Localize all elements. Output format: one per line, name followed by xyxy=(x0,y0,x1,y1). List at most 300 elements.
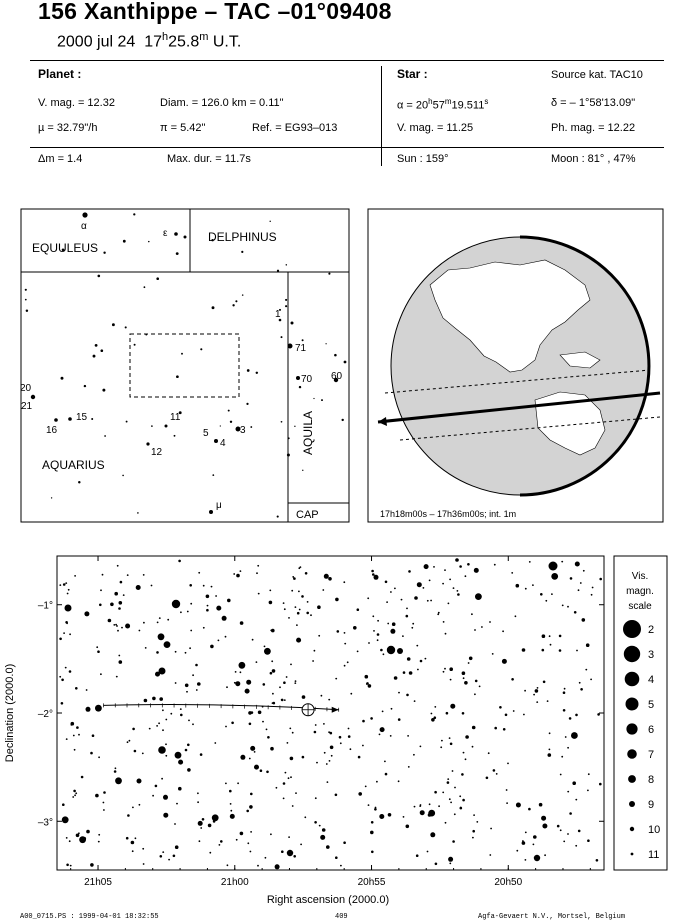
detail-star xyxy=(401,599,403,601)
detail-star xyxy=(368,642,370,644)
detail-star xyxy=(406,694,409,697)
detail-star xyxy=(123,594,125,596)
finder-star xyxy=(277,270,279,272)
scale-label: 11 xyxy=(648,849,660,861)
detail-star xyxy=(340,742,342,744)
detail-star xyxy=(328,577,332,581)
detail-star xyxy=(414,806,416,808)
finder-star xyxy=(256,372,258,374)
detail-star xyxy=(406,608,408,610)
detail-star xyxy=(450,704,455,709)
detail-star xyxy=(417,582,422,587)
scale-dot xyxy=(624,646,640,662)
detail-star xyxy=(372,615,374,617)
detail-star xyxy=(90,752,93,755)
detail-star xyxy=(69,670,72,673)
detail-star xyxy=(290,776,292,778)
finder-star-label: 3 xyxy=(240,425,246,436)
detail-star xyxy=(240,755,245,760)
finder-star-label: 11 xyxy=(170,412,181,423)
detail-star xyxy=(462,712,465,715)
scale-label: 5 xyxy=(648,699,655,711)
finder-star xyxy=(269,221,270,222)
detail-star xyxy=(86,689,88,691)
detail-star xyxy=(209,852,211,854)
detail-star xyxy=(152,795,154,797)
detail-star xyxy=(250,746,255,751)
detail-star xyxy=(167,619,169,621)
detail-star xyxy=(271,660,273,662)
finder-star xyxy=(302,470,303,471)
scale-label: 8 xyxy=(648,774,655,786)
finder-star xyxy=(341,419,343,421)
detail-star xyxy=(288,777,290,779)
detail-star xyxy=(298,591,300,593)
detail-star xyxy=(528,808,531,811)
detail-star-bright xyxy=(158,746,166,754)
detail-star xyxy=(442,792,444,794)
detail-star xyxy=(529,561,531,563)
finder-star xyxy=(95,344,98,347)
finder-star xyxy=(241,251,243,253)
detail-star xyxy=(127,814,130,817)
detail-star xyxy=(344,632,346,634)
detail-star xyxy=(362,720,365,723)
detail-star xyxy=(471,613,473,615)
detail-star xyxy=(511,572,513,574)
detail-star xyxy=(371,851,374,854)
detail-star xyxy=(137,779,142,784)
detail-star xyxy=(159,617,161,619)
detail-star xyxy=(114,770,117,773)
detail-star xyxy=(67,593,69,595)
detail-star xyxy=(428,810,435,817)
detail-star xyxy=(264,648,271,655)
detail-star xyxy=(307,601,309,603)
detail-star xyxy=(258,593,260,595)
detail-star xyxy=(374,808,377,811)
detail-star xyxy=(252,639,254,641)
detail-star xyxy=(580,582,582,584)
detail-star xyxy=(388,813,392,817)
detail-star xyxy=(270,833,272,835)
detail-star xyxy=(219,844,221,846)
detail-star xyxy=(525,588,527,590)
planet-diam: Diam. = 126.0 km = 0.11" xyxy=(160,97,284,109)
detail-star xyxy=(144,699,148,703)
detail-star xyxy=(283,602,285,604)
detail-star xyxy=(312,660,314,662)
detail-star xyxy=(569,812,572,815)
detail-star xyxy=(256,661,258,663)
scale-dot xyxy=(631,853,634,856)
detail-star xyxy=(240,832,244,836)
detail-star xyxy=(288,836,290,838)
detail-star xyxy=(542,634,546,638)
detail-star xyxy=(525,832,527,834)
detail-star xyxy=(178,787,182,791)
detail-star xyxy=(163,813,168,818)
scale-dot xyxy=(626,723,637,734)
detail-star xyxy=(348,735,351,738)
detail-star xyxy=(269,590,271,592)
detail-star xyxy=(481,626,483,628)
detail-star xyxy=(158,633,165,640)
detail-star xyxy=(465,575,467,577)
detail-star xyxy=(132,728,135,731)
detail-star xyxy=(145,647,147,649)
detail-star xyxy=(246,680,251,685)
detail-star xyxy=(284,608,286,610)
detail-star xyxy=(197,792,199,794)
detail-star xyxy=(367,597,369,599)
detail-star xyxy=(281,850,284,853)
detail-star xyxy=(291,590,293,592)
detail-star xyxy=(433,566,435,568)
finder-star xyxy=(247,369,250,372)
detail-star xyxy=(192,674,194,676)
detail-star xyxy=(427,851,429,853)
detail-star xyxy=(402,635,404,637)
finder-star xyxy=(174,435,176,437)
detail-star xyxy=(469,657,473,661)
detail-star xyxy=(207,605,209,607)
detail-star xyxy=(511,678,514,681)
detail-star xyxy=(599,578,602,581)
detail-star xyxy=(408,570,411,573)
finder-star xyxy=(26,309,28,311)
detail-star xyxy=(190,630,192,632)
detail-star xyxy=(320,835,325,840)
detail-star xyxy=(472,726,476,730)
detail-star xyxy=(443,621,445,623)
finder-star xyxy=(151,425,153,427)
detail-star xyxy=(473,814,475,816)
detail-star xyxy=(567,606,569,608)
detail-star xyxy=(522,841,526,845)
scale-title-2: magn. xyxy=(626,586,654,597)
footer-left: A00_0715.PS : 1999-04-01 18:32:55 xyxy=(20,913,159,921)
detail-star xyxy=(592,587,594,589)
detail-star xyxy=(95,705,102,712)
finder-star xyxy=(220,425,221,426)
finder-star xyxy=(61,377,64,380)
finder-star xyxy=(285,299,287,301)
detail-star xyxy=(578,589,580,591)
detail-star xyxy=(434,791,437,794)
finder-star xyxy=(235,300,237,302)
finder-star-label: α xyxy=(81,221,87,232)
detail-star xyxy=(249,723,252,726)
detail-star xyxy=(493,769,496,772)
detail-star xyxy=(582,618,586,622)
detail-star xyxy=(297,612,300,615)
detail-star xyxy=(258,711,262,715)
detail-star xyxy=(214,742,216,744)
detail-star xyxy=(583,570,585,572)
detail-star xyxy=(390,591,392,593)
detail-star xyxy=(390,735,392,737)
detail-star xyxy=(506,789,508,791)
detail-star xyxy=(203,627,205,629)
scale-dot xyxy=(625,672,640,687)
detail-star xyxy=(339,736,342,739)
detail-star xyxy=(296,624,298,626)
time-hours: 17 xyxy=(144,33,162,51)
star-phmag: Ph. mag. = 12.22 xyxy=(551,122,636,134)
detail-star xyxy=(532,584,534,586)
detail-star xyxy=(570,577,573,580)
detail-star xyxy=(462,671,466,675)
detail-star xyxy=(233,573,235,575)
detail-star xyxy=(187,768,191,772)
detail-star xyxy=(374,575,379,580)
detail-star xyxy=(245,689,250,694)
detail-star xyxy=(119,660,123,664)
detail-star xyxy=(450,679,452,681)
detail-star xyxy=(160,855,163,858)
detail-star xyxy=(562,605,564,607)
detail-star xyxy=(368,804,370,806)
detail-star xyxy=(541,816,546,821)
finder-star xyxy=(209,510,213,514)
detail-star xyxy=(585,669,587,671)
detail-star xyxy=(406,825,410,829)
detail-star xyxy=(414,700,416,702)
finder-star xyxy=(122,475,124,477)
detail-star xyxy=(306,612,309,615)
detail-star xyxy=(240,621,244,625)
detail-star xyxy=(121,627,123,629)
detail-star xyxy=(152,697,156,701)
finder-star xyxy=(144,286,146,288)
detail-star xyxy=(330,746,334,750)
track-arrow xyxy=(332,707,339,713)
detail-star xyxy=(63,583,66,586)
detail-star xyxy=(575,714,578,717)
detail-star xyxy=(591,594,593,596)
detail-star xyxy=(71,722,75,726)
detail-star xyxy=(287,742,289,744)
detail-star xyxy=(385,581,388,584)
detail-star xyxy=(270,747,274,751)
detail-star xyxy=(314,731,317,734)
detail-star xyxy=(266,729,268,731)
detail-star-bright xyxy=(287,850,293,856)
detail-star xyxy=(549,749,551,751)
detail-star xyxy=(210,645,214,649)
detail-star xyxy=(270,672,273,675)
finder-star xyxy=(288,437,290,439)
detail-star xyxy=(403,671,406,674)
detail-star xyxy=(102,574,104,576)
detail-star xyxy=(66,622,68,624)
detail-star xyxy=(492,653,494,655)
detail-star xyxy=(103,791,106,794)
detail-star xyxy=(262,721,264,723)
detail-star xyxy=(507,763,509,765)
detail-star xyxy=(468,662,470,664)
detail-star xyxy=(136,585,141,590)
finder-star xyxy=(325,343,326,344)
label-aquarius: AQUARIUS xyxy=(42,458,105,472)
detail-star xyxy=(335,678,337,680)
detail-star xyxy=(443,671,445,673)
finder-star xyxy=(313,398,314,399)
detail-star xyxy=(324,574,329,579)
detail-star xyxy=(394,588,396,590)
detail-star xyxy=(293,855,296,858)
detail-star xyxy=(465,735,469,739)
detail-star xyxy=(368,684,372,688)
detail-star xyxy=(347,661,349,663)
detail-star xyxy=(273,702,276,705)
label-aquila: AQUILA xyxy=(301,410,315,455)
detail-star xyxy=(266,771,269,774)
detail-star xyxy=(190,603,192,605)
detail-star xyxy=(86,707,91,712)
detail-star xyxy=(290,664,292,666)
detail-star xyxy=(66,738,68,740)
detail-star xyxy=(420,810,425,815)
detail-star xyxy=(587,790,589,792)
finder-star xyxy=(299,386,301,388)
detail-star xyxy=(444,569,446,571)
detail-star xyxy=(442,583,444,585)
detail-star xyxy=(304,816,306,818)
detail-star xyxy=(175,752,182,759)
detail-star xyxy=(337,630,340,633)
finder-star xyxy=(68,417,72,421)
detail-star xyxy=(151,585,153,587)
detail-star xyxy=(62,816,69,823)
finder-star xyxy=(176,375,179,378)
finder-star xyxy=(103,252,105,254)
detail-star xyxy=(537,687,539,689)
star-vmag: V. mag. = 11.25 xyxy=(397,122,474,134)
detail-star xyxy=(142,848,144,850)
detail-star xyxy=(427,600,429,602)
detail-star xyxy=(269,601,273,605)
detail-star xyxy=(550,644,552,646)
detail-star xyxy=(533,694,535,696)
finder-star xyxy=(184,236,187,239)
detail-star xyxy=(575,562,580,567)
finder-star xyxy=(146,442,149,445)
detail-star xyxy=(408,766,410,768)
finder-star-label: ε xyxy=(163,228,168,239)
detail-star xyxy=(192,723,194,725)
detail-star xyxy=(513,710,515,712)
detail-star xyxy=(494,727,497,730)
detail-star xyxy=(215,595,217,597)
detail-star xyxy=(377,620,379,622)
detail-star xyxy=(295,792,297,794)
detail-star xyxy=(250,831,252,833)
footer-center: 409 xyxy=(335,913,348,921)
detail-star xyxy=(197,682,201,686)
detail-star xyxy=(292,805,294,807)
detail-star xyxy=(523,714,525,716)
detail-star xyxy=(195,664,198,667)
detail-star xyxy=(575,799,577,801)
path-arrow xyxy=(378,417,387,426)
detail-star xyxy=(220,840,223,843)
finder-star xyxy=(288,344,293,349)
detail-star xyxy=(158,722,160,724)
finder-star xyxy=(344,361,347,364)
detail-star xyxy=(564,688,566,690)
detail-star xyxy=(230,803,232,805)
detail-star xyxy=(438,612,440,614)
detail-star xyxy=(200,753,203,756)
planet-ref: Ref. = EG93–013 xyxy=(252,122,338,134)
detail-star xyxy=(419,805,421,807)
detail-star xyxy=(62,803,65,806)
detail-star xyxy=(569,717,572,720)
finder-star xyxy=(165,425,168,428)
detail-star xyxy=(300,844,302,846)
detail-star xyxy=(285,772,287,774)
sun-elongation: Sun : 159° xyxy=(397,153,449,165)
detail-star xyxy=(450,802,452,804)
detail-star xyxy=(444,668,446,670)
finder-star-label: μ xyxy=(216,500,222,511)
detail-star xyxy=(174,823,176,825)
detail-star xyxy=(65,667,67,669)
detail-star xyxy=(159,697,163,701)
detail-star xyxy=(571,732,578,739)
star-source: Source kat. TAC10 xyxy=(551,69,643,81)
detail-star xyxy=(114,592,118,596)
alpha-mid: 57 xyxy=(432,99,445,112)
finder-star-label: 71 xyxy=(295,343,307,354)
detail-star xyxy=(516,584,520,588)
footer-right: Agfa-Gevaert N.V., Mortsel, Belgium xyxy=(478,913,626,921)
scale-label: 6 xyxy=(648,724,655,736)
detail-star xyxy=(74,575,76,577)
finder-star xyxy=(212,474,214,476)
finder-star xyxy=(328,273,330,275)
globe-caption: 17h18m00s – 17h36m00s; int. 1m xyxy=(380,509,517,519)
detail-star xyxy=(117,565,119,567)
detail-star xyxy=(548,753,552,757)
detail-star xyxy=(494,564,496,566)
detail-star xyxy=(394,676,398,680)
detail-star xyxy=(298,567,300,569)
detail-star xyxy=(208,824,212,828)
detail-star xyxy=(75,687,78,690)
detail-star xyxy=(474,693,476,695)
detail-star xyxy=(235,671,237,673)
detail-star xyxy=(59,584,61,586)
detail-star xyxy=(357,608,360,611)
detail-star xyxy=(559,649,562,652)
detail-star xyxy=(180,708,182,710)
detail-star xyxy=(276,787,278,789)
finder-star xyxy=(100,349,103,352)
finder-star xyxy=(200,348,202,350)
scale-dot xyxy=(626,698,639,711)
detail-star xyxy=(572,781,576,785)
detail-star xyxy=(321,695,323,697)
detail-star xyxy=(127,741,129,743)
detail-star xyxy=(79,836,86,843)
detail-star xyxy=(488,752,490,754)
detail-star xyxy=(464,681,468,685)
detail-star xyxy=(371,821,374,824)
detail-star xyxy=(463,677,465,679)
